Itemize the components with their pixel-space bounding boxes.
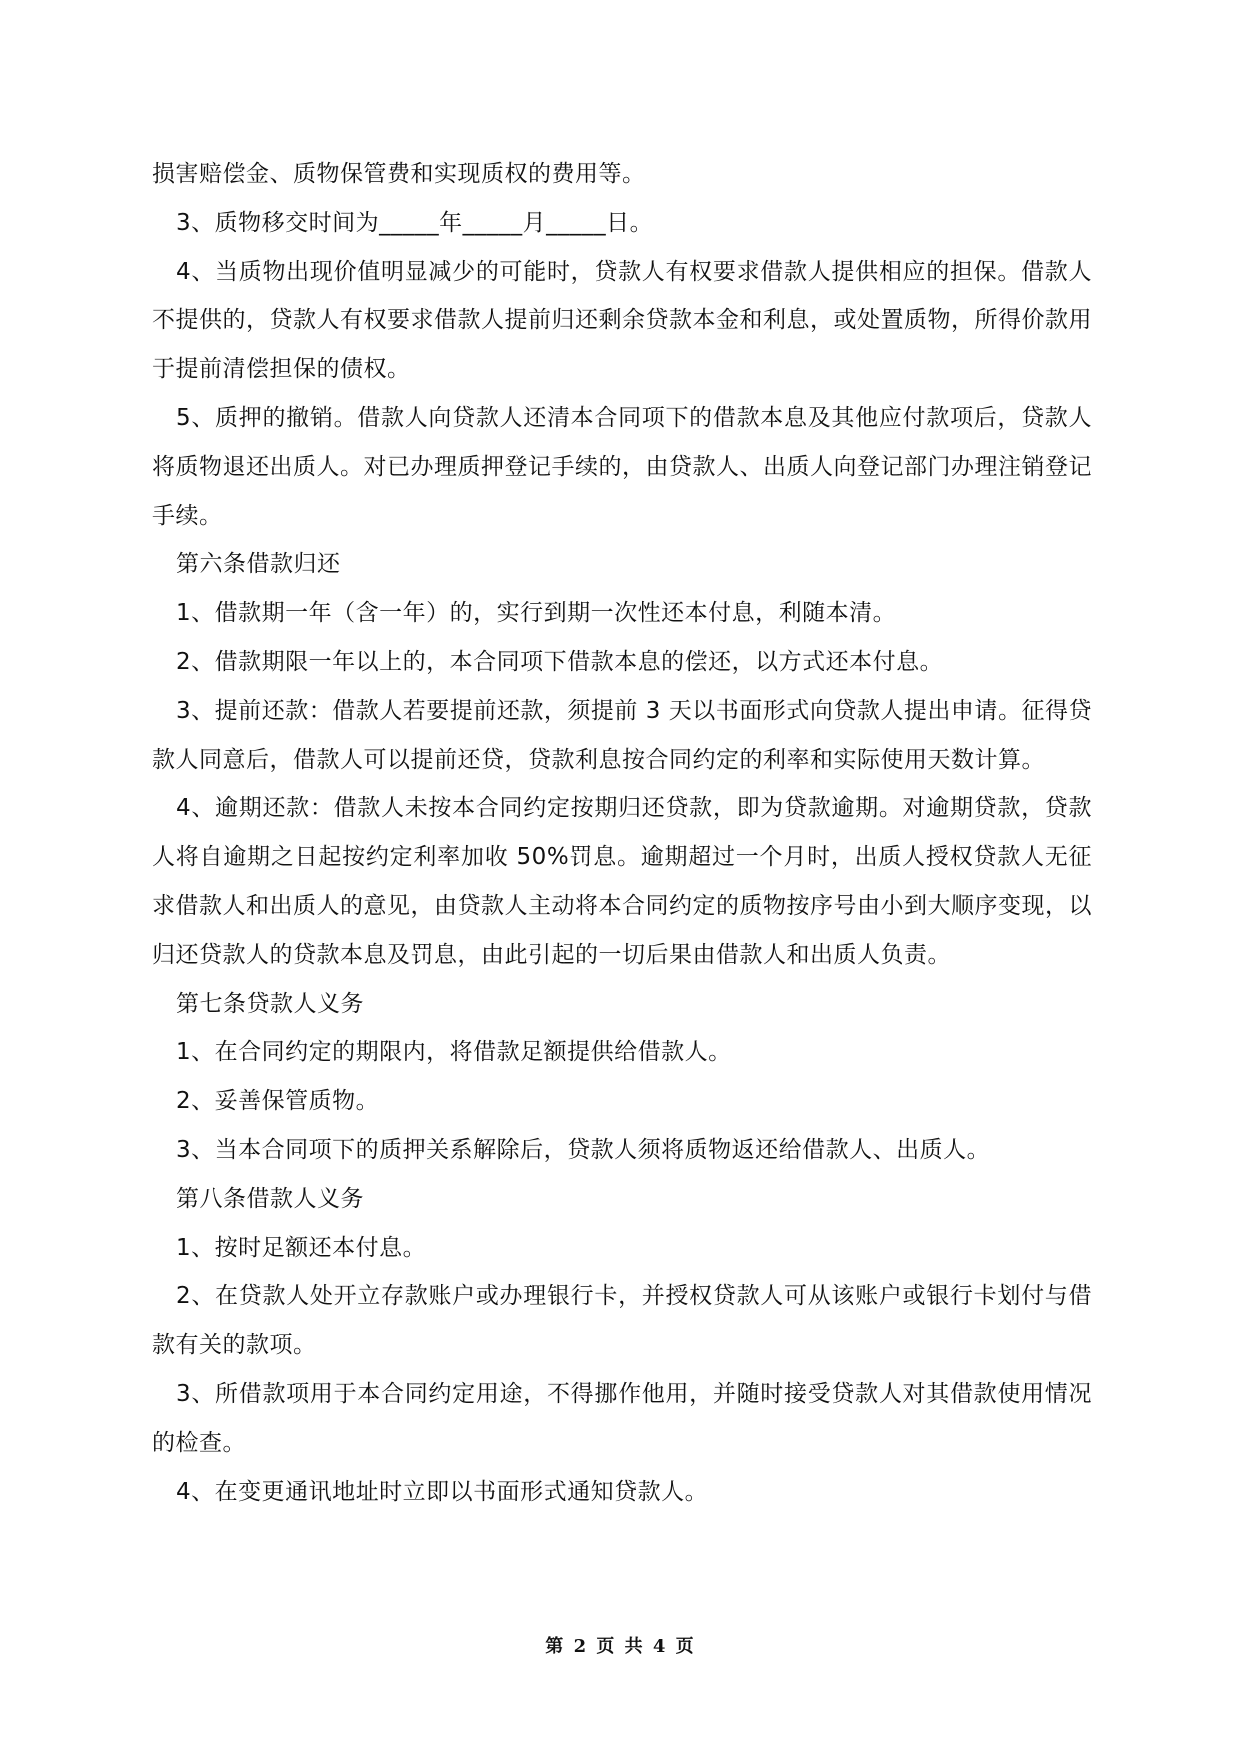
paragraph: 2、妥善保管质物。 xyxy=(176,1088,380,1115)
section-heading: 第八条借款人义务 xyxy=(176,1185,364,1212)
paragraph: 3、所借款项用于本合同约定用途，不得挪作他用，并随时接受贷款人对其借款使用情况的检查。 xyxy=(152,1380,1092,1456)
paragraph: 5、质押的撤销。借款人向贷款人还清本合同项下的借款本息及其他应付款项后，贷款人将质物退还出质人。对已办理质押登记手续的，由贷款人、出质人向登记部门办理注销登记手续。 xyxy=(152,404,1092,529)
paragraph: 4、当质物出现价值明显减少的可能时，贷款人有权要求借款人提供相应的担保。借款人不提供的，贷款人有权要求借款人提前归还剩余贷款本金和利息，或处置质物，所得价款用于提前清偿担保的债权。 xyxy=(152,258,1092,383)
paragraph: 1、在合同约定的期限内，将借款足额提供给借款人。 xyxy=(176,1039,732,1066)
section-heading: 第七条贷款人义务 xyxy=(176,990,364,1017)
paragraph: 1、借款期一年（含一年）的，实行到期一次性还本付息，利随本清。 xyxy=(176,600,897,627)
document-body xyxy=(152,150,1092,1516)
paragraph: 3、当本合同项下的质押关系解除后，贷款人须将质物返还给借款人、出质人。 xyxy=(176,1136,991,1163)
paragraph: 3、提前还款：借款人若要提前还款，须提前 3 天以书面形式向贷款人提出申请。征得贷款人同意后，借款人可以提前还贷，贷款利息按合同约定的利率和实际使用天数计算。 xyxy=(152,697,1092,773)
paragraph: 1、按时足额还本付息。 xyxy=(176,1234,427,1261)
paragraph: 4、逾期还款：借款人未按本合同约定按期归还贷款，即为贷款逾期。对逾期贷款，贷款人将自逾期之日起按约定利率加收 50%罚息。逾期超过一个月时，出质人授权贷款人无征求借款人和出质人的意见，由贷款人主动将本合同约定的质物按序号由小到大顺序变现，以归还贷款人的贷款本息及罚息，由此引起的一切后果由借款人和出质人负责。 xyxy=(152,795,1092,968)
paragraph: 损害赔偿金、质物保管费和实现质权的费用等。 xyxy=(152,161,646,187)
paragraph: 4、在变更通讯地址时立即以书面形式通知贷款人。 xyxy=(176,1478,709,1505)
paragraph: 3、质物移交时间为_____年_____月_____日。 xyxy=(176,209,654,236)
paragraph: 2、借款期限一年以上的，本合同项下借款本息的偿还，以方式还本付息。 xyxy=(176,648,944,675)
page-number-footer xyxy=(0,1632,1241,1658)
page-number-label: 第 2 页 共 4 页 xyxy=(545,1636,696,1657)
paragraph: 2、在贷款人处开立存款账户或办理银行卡，并授权贷款人可从该账户或银行卡划付与借款有关的款项。 xyxy=(152,1283,1092,1359)
section-heading: 第六条借款归还 xyxy=(176,551,341,578)
